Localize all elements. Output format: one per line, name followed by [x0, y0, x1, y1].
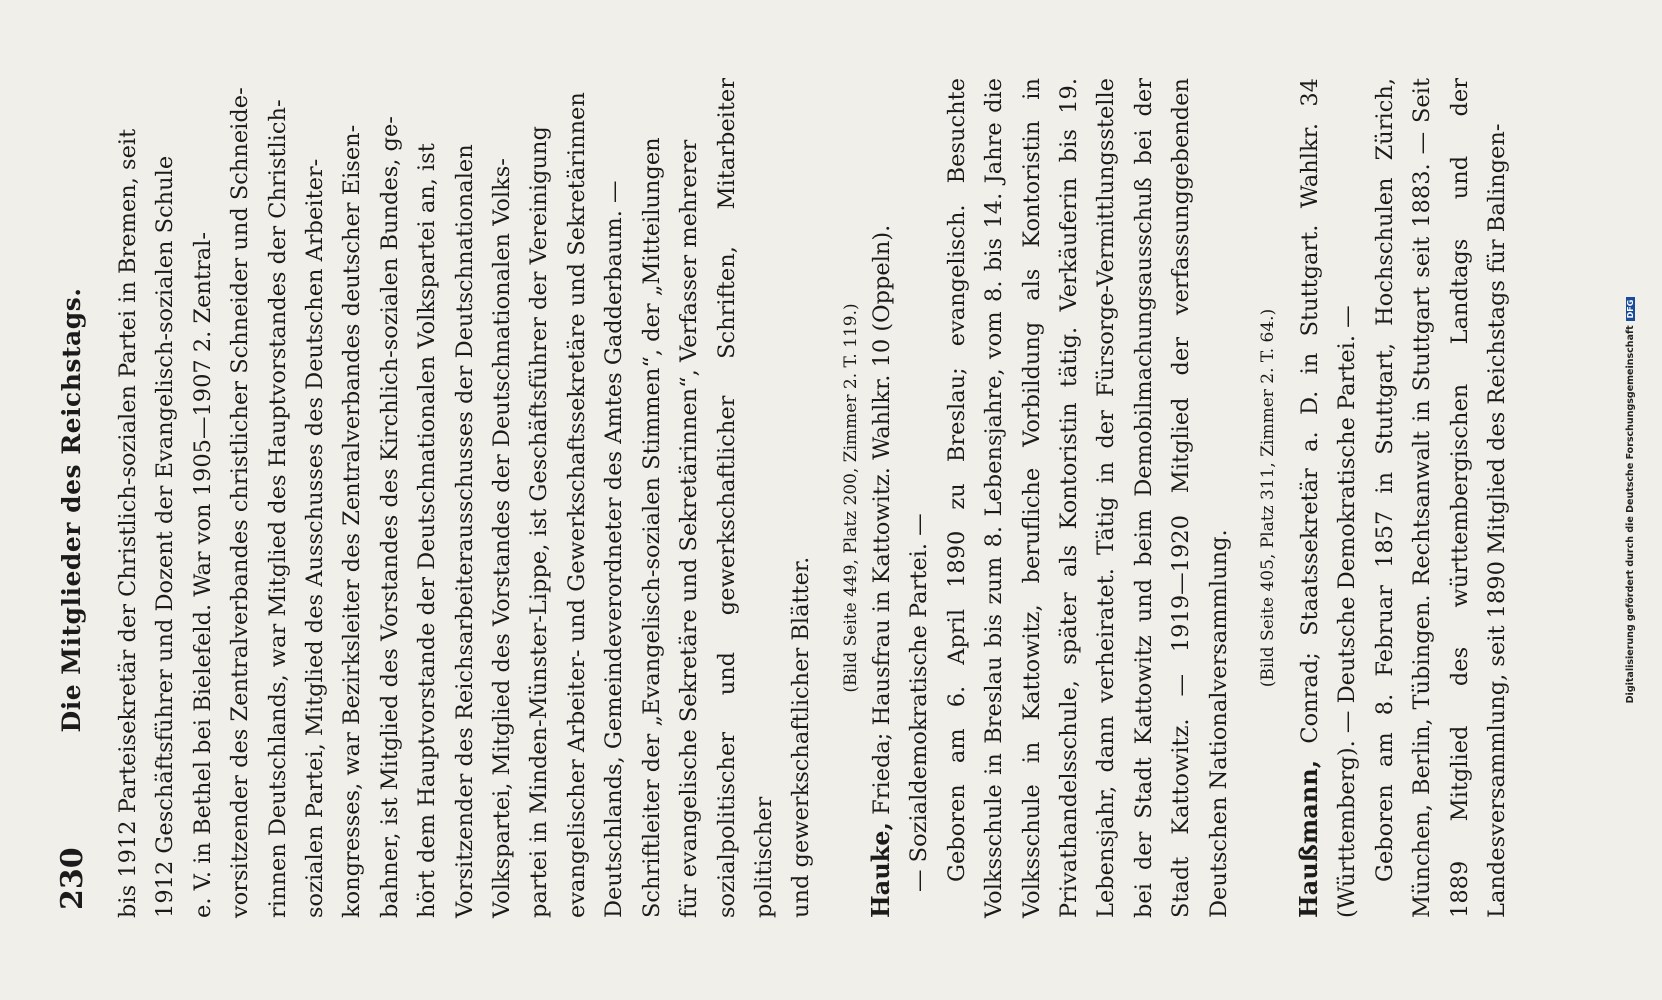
text-line: 1912 Geschäftsführer und Dozent der Evangelisch-sozialen Schule [152, 155, 179, 918]
member-name: Haußmann, [1294, 759, 1323, 918]
text-line: Vorsitzender des Reichsarbeiterausschusses der Deutschnationalen [451, 144, 478, 918]
dfg-logo: DFG [1626, 297, 1635, 322]
text-line: bis 1912 Parteisekretär der Christlich-sozialen Partei in Bremen, seit [115, 128, 141, 918]
entry-hauke [862, 78, 1287, 918]
continued-biography [110, 78, 821, 918]
text-line: für evangelische Sekretäre und Sekretärinnen“, Verfasser mehrerer [676, 139, 703, 918]
digitization-stamp [1625, 60, 1636, 940]
text-line: kongresses, war Bezirksleiter des Zentralverbandes deutscher Eisen- [339, 124, 366, 918]
text-line: e. V. in Bethel bei Bielefeld. War von 1905—1907 2. Zentral- [189, 232, 216, 918]
text-line: evangelischer Arbeiter- und Gewerkschaftssekretäre und Sekretärinnen [563, 92, 590, 918]
text-line: partei in Minden-Münster-Lippe, ist Geschäftsführer der Vereinigung [526, 126, 553, 918]
image-location-note: (Bild Seite 405, Platz 311, Zimmer 2. T. 64.) [1258, 308, 1279, 688]
biography: Geboren am 6. April 1890 zu Breslau; evangelisch. Besuchte Volksschule in Breslau bis zum 8. Lebensjahre, vom 8. bis 14. Jahre die Volksschule in Kattowitz, berufliche Vorbildung als Kontoristin in Privathandelsschule, später als Kontoristin tätig. Verkäuferin bis 19. Lebensjahr, dann verheiratet. Tätig in der Fürsorge-Vermittlungsstelle bei der Stadt Kattowitz und beim Demobilmachungsausschuß bei der Stadt Kattowitz. — 1919—1920 Mitglied der verfassunggebenden Deutschen Nationalversammlung. [943, 78, 1232, 918]
page-header [55, 60, 95, 960]
member-details: Frieda; Hausfrau in Kattowitz. Wahlkr. 10 (Oppeln). [869, 224, 895, 823]
text-line: vorsitzender des Zentralverbandes christlicher Schneider und Schneide- [227, 87, 254, 918]
text-line: hört dem Hauptvorstande der Deutschnationalen Volkspartei an, ist [414, 143, 441, 918]
text-line: und gewerkschaftlicher Blätter. [788, 556, 815, 918]
text-line: rinnen Deutschlands, war Mitglied des Hauptvorstandes der Christlich- [264, 99, 291, 918]
text-line: Schriftleiter der „Evangelisch-sozialen Stimmen“, der „Mitteilungen [638, 137, 665, 918]
member-name: Hauke, [866, 822, 895, 918]
text-line: sozialen Partei, Mitglied des Ausschusses des Deutschen Arbeiter- [302, 158, 329, 918]
text-line: Deutschlands, Gemeindeverordneter des Amtes Gadderbaum. — [601, 180, 628, 918]
party-affiliation: — Sozialdemokratische Partei. — [906, 513, 933, 892]
text-line: Volkspartei, Mitglied des Vorstandes der Deutschnationalen Volks- [489, 158, 516, 918]
member-details: Conrad; Staatssekretär a. D. in Stuttgart. Wahlkr. 34 (Württemberg). — Deutsche Demokratische Partei. — [1297, 78, 1361, 918]
running-head: Die Mitglieder des Reichstags. [57, 287, 86, 733]
stamp-text: Digitalisierung gefördert durch die Deutsche Forschungsgemeinschaft [1625, 325, 1636, 704]
page-number: 230 [55, 847, 90, 910]
entry-heading [862, 78, 901, 918]
image-location-note: (Bild Seite 449, Platz 200, Zimmer 2. T. 119.) [840, 303, 861, 693]
entry-heading [1290, 78, 1367, 918]
text-line: sozialpolitischer und gewerkschaftlicher Schriften, Mitarbeiter politischer [713, 78, 777, 918]
biography: Geboren am 8. Februar 1857 in Stuttgart, Hochschulen Zürich, München, Berlin, Tübingen. Rechtsanwalt in Stuttgart seit 1883. — Seit 1889 Mitglied des württembergischen Landtags und der Landesversammlung, seit 1890 Mitglied des Reichstags für Balingen- [1371, 78, 1511, 918]
text-line: bahner, ist Mitglied des Vorstandes des Kirchlich-sozialen Bundes, ge- [376, 116, 403, 918]
entry-haussmann [1290, 78, 1516, 918]
continued-biography-block [110, 78, 870, 918]
